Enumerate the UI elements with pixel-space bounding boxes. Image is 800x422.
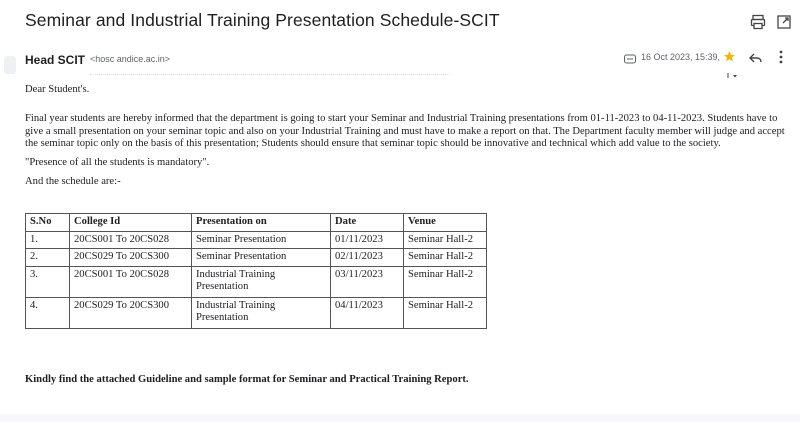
email-subject: Seminar and Industrial Training Presentation Schedule-SCIT xyxy=(25,10,500,30)
avatar xyxy=(4,56,16,79)
chevron-down-icon[interactable] xyxy=(727,67,739,85)
email-date: 16 Oct 2023, 15:39, xyxy=(641,52,721,62)
print-icon[interactable] xyxy=(750,14,766,30)
table-cell: 2. xyxy=(26,249,70,267)
table-cell: 04/11/2023 xyxy=(331,297,404,328)
attachment-icon xyxy=(624,51,636,69)
table-cell: Industrial Training Presentation xyxy=(192,297,331,328)
star-icon[interactable] xyxy=(723,50,736,68)
greeting: Dear Student's. xyxy=(25,84,90,95)
schedule-intro: And the schedule are:- xyxy=(25,176,121,187)
table-row xyxy=(26,266,487,297)
table-header: Venue xyxy=(404,214,487,232)
table-header: College Id xyxy=(70,214,192,232)
table-cell: Seminar Hall-2 xyxy=(404,266,487,297)
open-in-new-window-icon[interactable] xyxy=(776,14,792,30)
table-cell: Seminar Hall-2 xyxy=(404,297,487,328)
table-row xyxy=(26,297,487,328)
recipient-line[interactable] xyxy=(90,66,450,75)
table-header: S.No xyxy=(26,214,70,232)
schedule-table xyxy=(25,213,487,329)
sender-email: <hosc andice.ac.in> xyxy=(90,54,171,64)
table-row xyxy=(26,249,487,267)
table-cell: 4. xyxy=(26,297,70,328)
table-cell: 20CS029 To 20CS300 xyxy=(70,297,192,328)
mandatory-note: "Presence of all the students is mandatory". xyxy=(25,157,210,168)
table-cell: 20CS001 To 20CS028 xyxy=(70,266,192,297)
table-cell: 01/11/2023 xyxy=(331,231,404,249)
table-cell: 20CS029 To 20CS300 xyxy=(70,249,192,267)
table-cell: 20CS001 To 20CS028 xyxy=(70,231,192,249)
email-header xyxy=(0,0,800,44)
table-cell: 3. xyxy=(26,266,70,297)
table-cell: 02/11/2023 xyxy=(331,249,404,267)
attachment-note: Kindly find the attached Guideline and sample format for Seminar and Practical Training Report. xyxy=(25,374,469,385)
bottom-bar xyxy=(0,414,800,422)
table-cell: Seminar Hall-2 xyxy=(404,249,487,267)
table-cell: Seminar Presentation xyxy=(192,249,331,267)
table-cell: Seminar Hall-2 xyxy=(404,231,487,249)
table-cell: Industrial Training Presentation xyxy=(192,266,331,297)
table-cell: 1. xyxy=(26,231,70,249)
announcement-paragraph: Final year students are hereby informed that the department is going to start your Seminar and Industrial Training presentations from 01-11-2023 to 04-11-2023. Students have to give a small presentation on your seminar topic and also on your Industrial Training and must have to make a report on that. The Department faculty member will judge and accept the seminar topic only on the basis of this presentation; Students should ensure that seminar topic should be innovative and technical which add value to the society. xyxy=(25,113,785,149)
table-header: Date xyxy=(331,214,404,232)
sender-name[interactable]: Head SCIT xyxy=(25,53,86,67)
reply-icon[interactable] xyxy=(749,51,762,69)
table-header: Presentation on xyxy=(192,214,331,232)
table-header-row xyxy=(26,214,487,232)
sender-row xyxy=(0,44,800,80)
more-vert-icon[interactable] xyxy=(779,50,783,69)
table-row xyxy=(26,231,487,249)
table-cell: 03/11/2023 xyxy=(331,266,404,297)
table-cell: Seminar Presentation xyxy=(192,231,331,249)
